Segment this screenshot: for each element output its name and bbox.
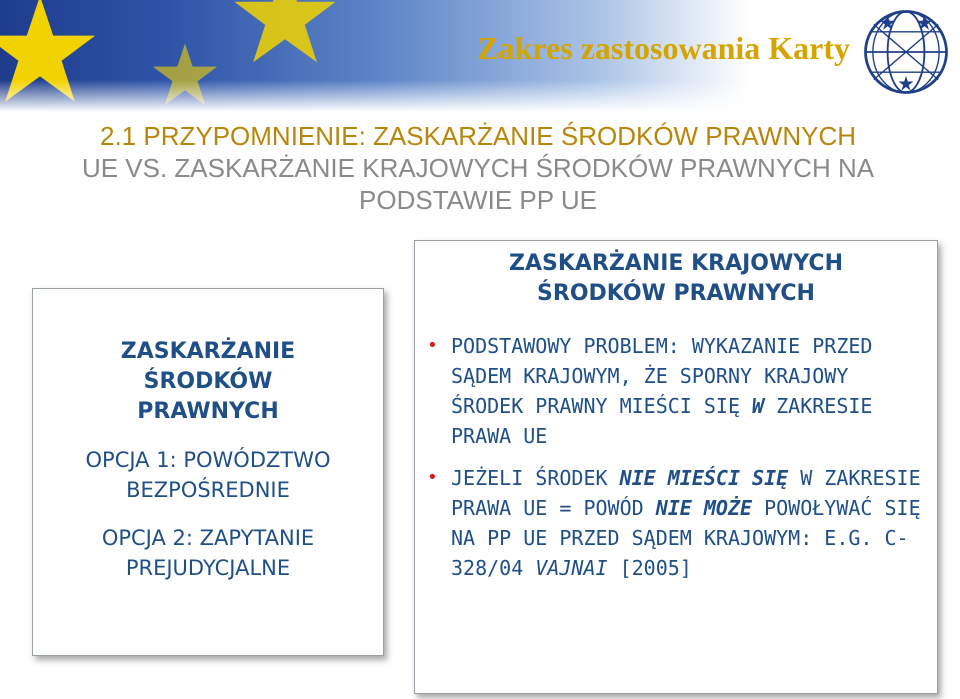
bullet-emphasis: NIE MIEŚCI SIĘ xyxy=(619,466,789,490)
bullet-outside-scope xyxy=(451,463,927,583)
heading-line-2: UE VS. ZASKARŻANIE KRAJOWYCH ŚRODKÓW PRAWNYCH NA xyxy=(81,153,875,183)
bullet-text: JEŻELI ŚRODEK xyxy=(451,466,620,490)
title-line: ŚRODKÓW PRAWNYCH xyxy=(537,281,815,306)
option-line: OPCJA 1: POWÓDZTWO xyxy=(85,448,331,472)
bullet-text: [2005] xyxy=(607,556,692,580)
bullet-basic-problem xyxy=(451,331,927,451)
bullet-text: PODSTAWOWY PROBLEM: WYKAZANIE PRZED SĄDEM KRAJOWYM, ŻE SPORNY KRAJOWY ŚRODEK PRAWNY MIEŚCI SIĘ xyxy=(451,334,873,418)
bullet-text: ZAKRESIE PRAWA UE xyxy=(451,394,873,448)
title-line: ŚRODKÓW xyxy=(143,369,273,394)
bullet-emphasis: NIE MOŻE xyxy=(655,496,753,520)
option-direct-action xyxy=(33,445,383,505)
national-remedies-title xyxy=(415,249,937,309)
bullet-text: POWOŁYWAĆ SIĘ NA PP UE PRZED SĄDEM KRAJOWYM: E.G. C-328/04 xyxy=(451,496,921,580)
title-line: PRAWNYCH xyxy=(137,399,279,424)
option-line: OPCJA 2: ZAPYTANIE xyxy=(101,526,315,550)
eu-remedies-box xyxy=(32,288,384,656)
globe-logo-icon xyxy=(860,6,952,98)
bullet-list xyxy=(415,331,937,583)
bullet-text: W ZAKRESIE PRAWA UE = POWÓD xyxy=(451,466,921,520)
option-line: BEZPOŚREDNIE xyxy=(126,478,290,502)
slide-title: Zakres zastosowania Karty xyxy=(477,30,850,66)
option-line: PREJUDYCJALNE xyxy=(125,556,291,580)
banner-fade xyxy=(0,80,960,112)
title-line: ZASKARŻANIE xyxy=(120,339,296,364)
section-heading xyxy=(28,120,928,216)
case-name: VAJNAI xyxy=(535,556,608,580)
heading-line-1: 2.1 PRZYPOMNIENIE: ZASKARŻANIE ŚRODKÓW PRAWNYCH xyxy=(99,121,857,151)
national-remedies-box xyxy=(414,240,938,694)
heading-line-3: PODSTAWIE PP UE xyxy=(359,185,597,215)
option-preliminary-ruling xyxy=(33,523,383,583)
bullet-emphasis: W xyxy=(752,394,765,418)
eu-remedies-title xyxy=(33,337,383,427)
title-line: ZASKARŻANIE KRAJOWYCH xyxy=(509,251,843,276)
